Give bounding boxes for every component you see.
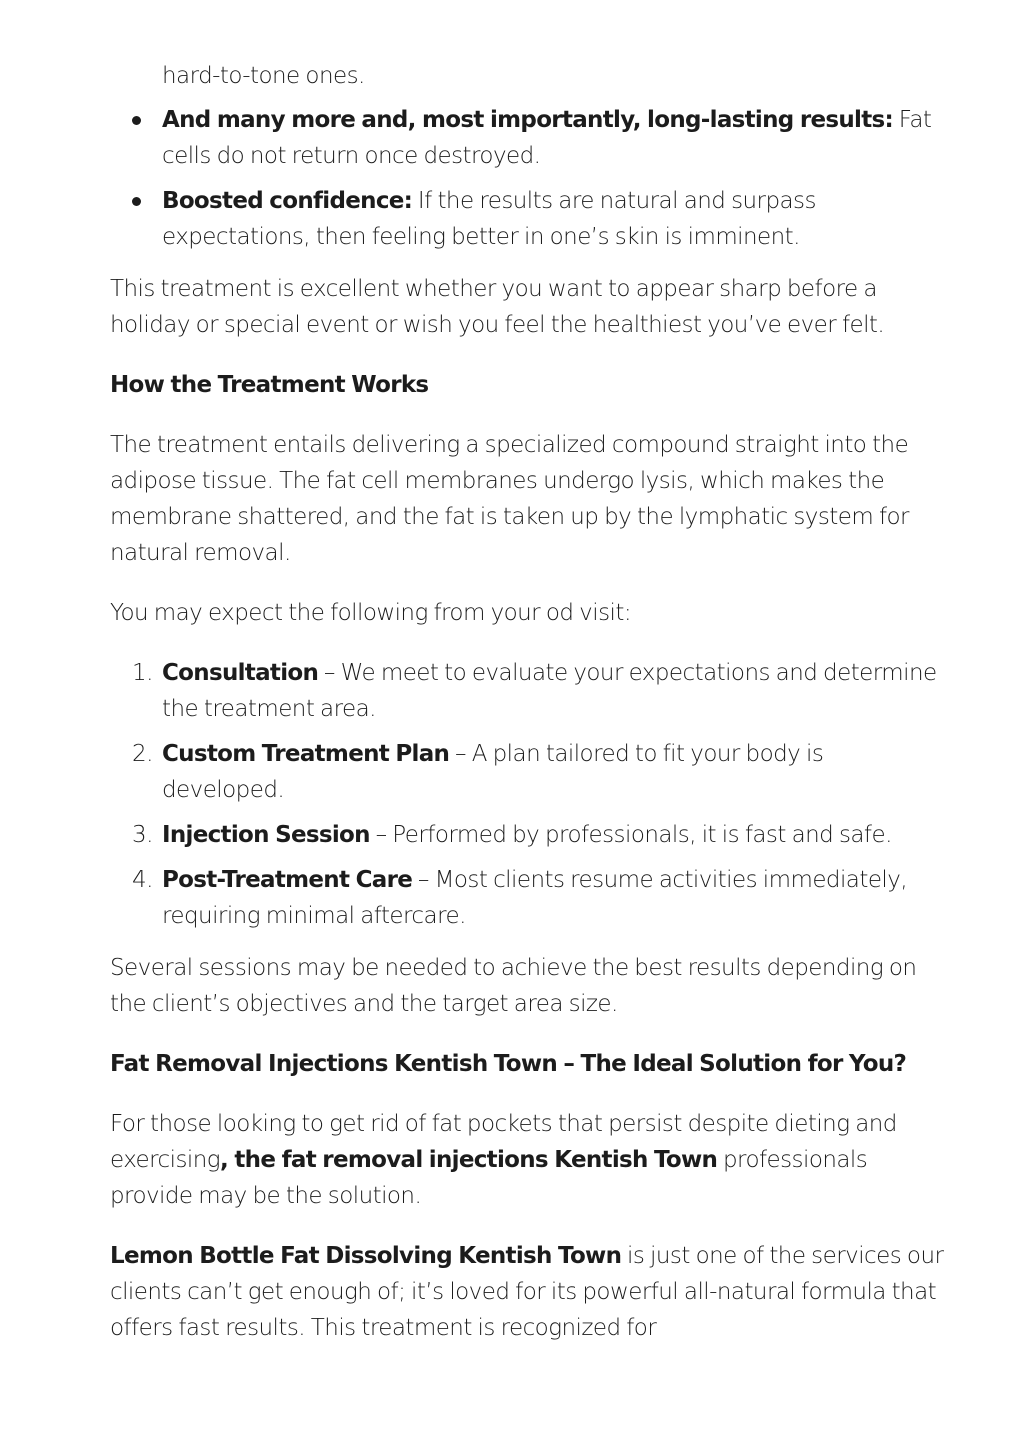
section-heading: How the Treatment Works <box>110 372 429 398</box>
steps-list <box>110 655 950 934</box>
benefit-title: And many more and, most importantly, long-lasting results: <box>162 107 894 133</box>
step-text: – Most clients resume activities immediately, requiring minimal aftercare. <box>162 867 908 929</box>
step-title: Injection Session <box>162 822 370 848</box>
paragraph: The treatment entails delivering a specialized compound straight into the adipose tissue. The fat cell membranes undergo lysis, which makes the membrane shattered, and the fat is taken up by the lymphatic system for natural removal. <box>110 432 909 566</box>
section-heading: Fat Removal Injections Kentish Town – The Ideal Solution for You? <box>110 1051 907 1077</box>
bullet-icon <box>132 116 141 125</box>
paragraph-text: professionals provide may be the solution. <box>110 1147 868 1209</box>
keyword-highlight: , the fat removal injections Kentish Town <box>220 1147 718 1173</box>
list-item <box>110 862 950 934</box>
list-item <box>110 736 950 808</box>
keyword-highlight: Lemon Bottle Fat Dissolving Kentish Town <box>110 1243 622 1269</box>
list-item <box>110 102 950 174</box>
step-title: Custom Treatment Plan <box>162 741 450 767</box>
paragraph: You may expect the following from your od visit: <box>110 600 632 626</box>
benefit-text: If the results are natural and surpass expectations, then feeling better in one’s skin is imminent. <box>162 188 816 250</box>
step-number: 2. <box>132 741 153 767</box>
paragraph-text: is just one of the services our clients can’t get enough of; it’s loved for its powerful all-natural formula that offers fast results. This treatment is recognized for <box>110 1243 944 1341</box>
list-item <box>110 183 950 255</box>
list-item <box>110 655 950 727</box>
step-title: Consultation <box>162 660 319 686</box>
step-text: – We meet to evaluate your expectations and determine the treatment area. <box>162 660 937 722</box>
paragraph: Several sessions may be needed to achieve the best results depending on the client’s objectives and the target area size. <box>110 955 917 1017</box>
step-number: 4. <box>132 867 153 893</box>
document-page <box>110 58 950 1370</box>
step-text: – A plan tailored to fit your body is developed. <box>162 741 824 803</box>
step-number: 3. <box>132 822 153 848</box>
paragraph <box>110 1106 950 1214</box>
step-title: Post-Treatment Care <box>162 867 413 893</box>
paragraph <box>110 1238 950 1346</box>
continuation-text: hard-to-tone ones. <box>162 63 365 89</box>
benefit-title: Boosted confidence: <box>162 188 413 214</box>
step-number: 1. <box>132 660 153 686</box>
bullet-icon <box>132 197 141 206</box>
benefits-list <box>110 102 950 255</box>
paragraph-text: For those looking to get rid of fat pockets that persist despite dieting and exercising <box>110 1111 897 1173</box>
list-item <box>110 817 950 853</box>
benefit-text: Fat cells do not return once destroyed. <box>162 107 932 169</box>
paragraph: This treatment is excellent whether you want to appear sharp before a holiday or special event or wish you feel the healthiest you’ve ever felt. <box>110 276 885 338</box>
step-text: – Performed by professionals, it is fast and safe. <box>369 822 892 848</box>
